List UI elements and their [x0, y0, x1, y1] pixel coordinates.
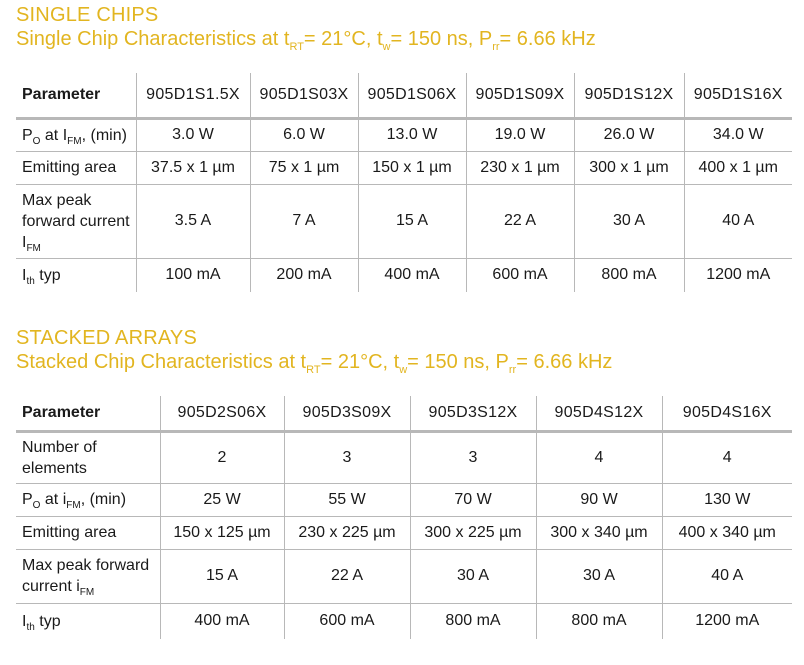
table-cell: 15 A [160, 549, 284, 603]
table-row [16, 258, 792, 292]
table-cell: 55 W [284, 483, 410, 516]
table-cell: 26.0 W [574, 118, 684, 151]
table-cell: 300 x 340 µm [536, 516, 662, 549]
table-cell: 130 W [662, 483, 792, 516]
row-label-max-peak: Max peak forward current $i_{FM}$ [16, 549, 160, 603]
table-cell: 75 x 1 µm [250, 151, 358, 184]
table-row [16, 118, 792, 151]
table-cell: 800 mA [536, 603, 662, 639]
header-parameter: Parameter [16, 396, 160, 431]
table-cell: 230 x 1 µm [466, 151, 574, 184]
table-cell: 400 mA [358, 258, 466, 292]
table-cell: 3.5 A [136, 184, 250, 258]
subtitle-single: Single Chip Characteristics at $t_{RT}= 21^\circ C$, $t_w= 150$ ns, $P_{rr}= 6.66$ kHz [16, 28, 596, 53]
table-row [16, 483, 792, 516]
table-cell: 4 [536, 431, 662, 483]
column-header: 905D1S1.5X [136, 73, 250, 118]
column-header: 905D1S09X [466, 73, 574, 118]
table-cell: 230 x 225 µm [284, 516, 410, 549]
table-row [16, 151, 792, 184]
table-cell: 400 x 1 µm [684, 151, 792, 184]
table-cell: 30 A [574, 184, 684, 258]
table-row [16, 603, 792, 639]
column-header: 905D4S16X [662, 396, 792, 431]
stacked-arrays-table [16, 396, 792, 639]
stacked-arrays-heading [16, 326, 612, 374]
column-header: 905D1S16X [684, 73, 792, 118]
table-cell: 150 x 1 µm [358, 151, 466, 184]
table-cell: 6.0 W [250, 118, 358, 151]
table-cell: 300 x 1 µm [574, 151, 684, 184]
table-cell: 34.0 W [684, 118, 792, 151]
table-cell: 37.5 x 1 µm [136, 151, 250, 184]
row-label-po: $P_O$ at $i_{FM}$, (min) [16, 483, 160, 516]
table-cell: 3.0 W [136, 118, 250, 151]
column-header: 905D3S12X [410, 396, 536, 431]
table-cell: 100 mA [136, 258, 250, 292]
table-cell: 22 A [284, 549, 410, 603]
table-cell: 40 A [662, 549, 792, 603]
table-cell: 22 A [466, 184, 574, 258]
table-cell: 600 mA [466, 258, 574, 292]
table-cell: 400 x 340 µm [662, 516, 792, 549]
table-cell: 3 [410, 431, 536, 483]
table-row [16, 184, 792, 258]
single-chips-table [16, 73, 792, 292]
column-header: 905D3S09X [284, 396, 410, 431]
table-row [16, 431, 792, 483]
table-cell: 400 mA [160, 603, 284, 639]
table-cell: 300 x 225 µm [410, 516, 536, 549]
table-cell: 4 [662, 431, 792, 483]
table-cell: 800 mA [410, 603, 536, 639]
table-cell: 90 W [536, 483, 662, 516]
row-label-ith: $I_{th}$ typ [22, 612, 61, 633]
single-chips-heading [16, 3, 596, 51]
row-label-area: Emitting area [16, 516, 160, 549]
table-cell: 30 A [410, 549, 536, 603]
row-label-num-elements: Number of elements [16, 431, 160, 483]
table-row [16, 549, 792, 603]
table-cell: 30 A [536, 549, 662, 603]
header-row [16, 396, 792, 431]
row-label-max-peak: Max peak forward current $I_{FM}$ [16, 184, 136, 258]
row-label-po: $P_O$ at $I_{FM}$, (min) [16, 118, 136, 151]
column-header: 905D1S12X [574, 73, 684, 118]
table-cell: 15 A [358, 184, 466, 258]
table-cell: 70 W [410, 483, 536, 516]
header-row [16, 73, 792, 118]
row-label-ith: $I_{th}$ typ [22, 266, 61, 287]
table-cell: 1200 mA [684, 258, 792, 292]
table-cell: 800 mA [574, 258, 684, 292]
table-row [16, 516, 792, 549]
row-label-area: Emitting area [16, 151, 136, 184]
section-title-single: SINGLE CHIPS [16, 4, 159, 26]
table-cell: 19.0 W [466, 118, 574, 151]
column-header: 905D1S03X [250, 73, 358, 118]
table-cell: 3 [284, 431, 410, 483]
table-cell: 200 mA [250, 258, 358, 292]
table-cell: 150 x 125 µm [160, 516, 284, 549]
table-cell: 25 W [160, 483, 284, 516]
column-header: 905D4S12X [536, 396, 662, 431]
table-cell: 1200 mA [662, 603, 792, 639]
table-cell: 13.0 W [358, 118, 466, 151]
subtitle-stacked: Stacked Chip Characteristics at $t_{RT}= 21^\circ C$, $t_w= 150$ ns, $P_{rr}= 6.66$ kHz [16, 351, 613, 376]
table-cell: 40 A [684, 184, 792, 258]
section-title-stacked: STACKED ARRAYS [16, 327, 197, 349]
column-header: 905D2S06X [160, 396, 284, 431]
header-parameter: Parameter [16, 73, 136, 118]
column-header: 905D1S06X [358, 73, 466, 118]
table-cell: 7 A [250, 184, 358, 258]
table-cell: 2 [160, 431, 284, 483]
table-cell: 600 mA [284, 603, 410, 639]
